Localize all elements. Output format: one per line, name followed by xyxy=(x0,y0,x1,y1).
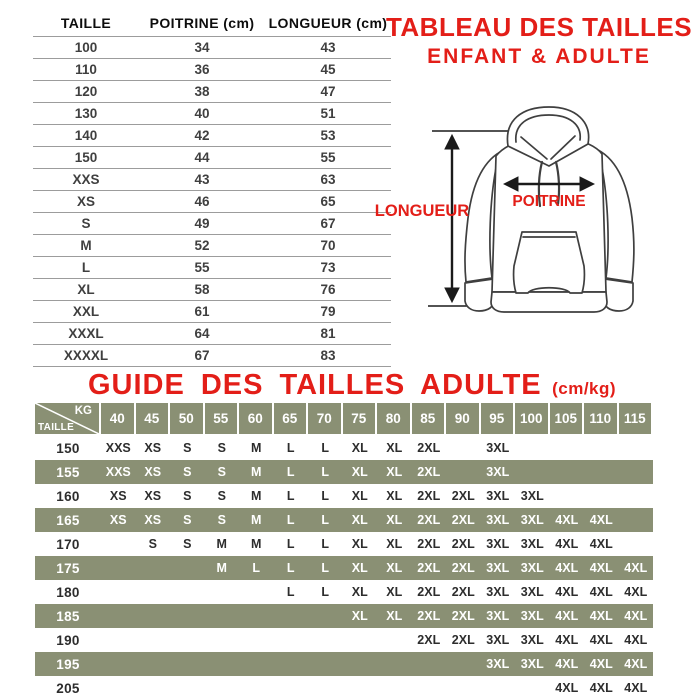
guide-size-cell: XL xyxy=(351,609,368,623)
guide-height-label: 175 xyxy=(56,560,80,576)
guide-size-cell xyxy=(274,604,309,628)
size-table-row xyxy=(33,59,391,81)
guide-size-cell xyxy=(446,676,481,700)
guide-size-cell xyxy=(170,580,205,604)
guide-row xyxy=(35,532,653,556)
guide-size-cell xyxy=(101,628,136,652)
size-table-cell: 55 xyxy=(194,260,210,275)
guide-weight-header-cell: 90 xyxy=(446,403,481,434)
guide-size-cell: 3XL xyxy=(520,657,544,671)
guide-height-label: 165 xyxy=(56,512,80,528)
size-table-cell: 43 xyxy=(194,172,210,187)
guide-weight-header-cell: 95 xyxy=(481,403,516,434)
guide-size-cell: L xyxy=(286,537,295,551)
guide-height-label: 205 xyxy=(56,680,80,696)
guide-size-cell xyxy=(550,484,585,508)
guide-row xyxy=(35,652,653,676)
hoodie-measurement-diagram xyxy=(372,96,672,344)
guide-size-cell xyxy=(308,604,343,628)
page-title xyxy=(383,13,695,69)
guide-size-cell: 2XL xyxy=(451,561,475,575)
size-table-row xyxy=(33,169,391,191)
guide-size-cell: L xyxy=(321,513,330,527)
guide-weight-header-cell: 60 xyxy=(239,403,274,434)
guide-size-cell: 2XL xyxy=(451,633,475,647)
guide-size-cell: S xyxy=(183,441,192,455)
size-table-row xyxy=(33,213,391,235)
guide-size-cell: 3XL xyxy=(520,585,544,599)
guide-header-row xyxy=(35,403,653,434)
size-table-cell: 51 xyxy=(320,106,336,121)
guide-size-cell xyxy=(619,508,654,532)
guide-size-cell xyxy=(274,628,309,652)
size-table-cell: 52 xyxy=(194,238,210,253)
guide-size-cell xyxy=(377,676,412,700)
guide-size-cell: XL xyxy=(386,513,403,527)
size-table-cell: XXS xyxy=(72,172,100,187)
size-table-cell: 63 xyxy=(320,172,336,187)
size-table-cell: 100 xyxy=(74,40,98,55)
guide-weight-header-cell: 40 xyxy=(101,403,136,434)
guide-size-cell xyxy=(377,628,412,652)
guide-size-cell: 4XL xyxy=(589,537,613,551)
guide-size-cell: 3XL xyxy=(486,561,510,575)
guide-height-label: 160 xyxy=(56,488,80,504)
guide-size-cell: XL xyxy=(386,465,403,479)
size-table-row xyxy=(33,81,391,103)
guide-height-label: 150 xyxy=(56,440,80,456)
guide-weight-header-cell: 75 xyxy=(343,403,378,434)
guide-size-cell: XL xyxy=(386,489,403,503)
size-table-cell: 150 xyxy=(74,150,98,165)
guide-size-cell xyxy=(239,604,274,628)
guide-size-cell: 4XL xyxy=(555,681,579,695)
size-table-cell: 47 xyxy=(320,84,336,99)
guide-size-cell: 3XL xyxy=(486,609,510,623)
size-table-header-row xyxy=(33,12,391,37)
guide-size-cell xyxy=(446,436,481,460)
guide-size-cell xyxy=(446,652,481,676)
guide-size-cell: 3XL xyxy=(486,513,510,527)
guide-size-cell: 4XL xyxy=(555,633,579,647)
guide-size-cell: XL xyxy=(386,609,403,623)
guide-height-label: 195 xyxy=(56,656,80,672)
guide-title-unit: (cm/kg) xyxy=(552,379,617,398)
guide-size-cell xyxy=(308,652,343,676)
size-table-row xyxy=(33,147,391,169)
adult-size-guide-table xyxy=(35,403,653,700)
size-table-cell: 55 xyxy=(320,150,336,165)
guide-size-cell xyxy=(515,676,550,700)
guide-height-label: 180 xyxy=(56,584,80,600)
guide-size-cell: XL xyxy=(351,537,368,551)
guide-size-cell: XL xyxy=(351,585,368,599)
size-table-row xyxy=(33,279,391,301)
guide-size-cell xyxy=(239,652,274,676)
size-table-cell: 67 xyxy=(320,216,336,231)
guide-size-cell: 3XL xyxy=(520,561,544,575)
guide-size-cell: 4XL xyxy=(555,513,579,527)
guide-size-cell: 2XL xyxy=(451,537,475,551)
size-table-cell: 58 xyxy=(194,282,210,297)
guide-row xyxy=(35,484,653,508)
size-table-cell: 38 xyxy=(194,84,210,99)
size-table-cell: 83 xyxy=(320,348,336,363)
guide-size-cell xyxy=(343,676,378,700)
guide-height-label: 170 xyxy=(56,536,80,552)
guide-size-cell xyxy=(205,580,240,604)
guide-size-cell: 4XL xyxy=(589,585,613,599)
guide-size-cell: XL xyxy=(386,537,403,551)
guide-size-cell: 3XL xyxy=(486,633,510,647)
guide-row xyxy=(35,628,653,652)
size-table-cell: 67 xyxy=(194,348,210,363)
guide-title xyxy=(28,369,676,402)
size-table-cell: 49 xyxy=(194,216,210,231)
guide-size-cell: XL xyxy=(351,513,368,527)
guide-size-cell xyxy=(170,604,205,628)
guide-size-cell xyxy=(446,460,481,484)
guide-row xyxy=(35,436,653,460)
guide-size-cell: 4XL xyxy=(555,585,579,599)
guide-size-cell xyxy=(136,580,171,604)
guide-size-cell xyxy=(239,580,274,604)
guide-size-cell: M xyxy=(251,441,262,455)
size-table-column-header: POITRINE (cm) xyxy=(149,15,255,31)
guide-row xyxy=(35,580,653,604)
guide-size-cell xyxy=(170,628,205,652)
guide-size-cell xyxy=(343,628,378,652)
guide-title-text: GUIDE DES TAILLES ADULTE xyxy=(87,369,542,401)
guide-size-cell xyxy=(619,532,654,556)
guide-size-cell: 3XL xyxy=(486,657,510,671)
guide-size-cell: 4XL xyxy=(589,609,613,623)
guide-size-cell: L xyxy=(286,489,295,503)
guide-size-cell xyxy=(101,532,136,556)
guide-weight-header-cell: 55 xyxy=(205,403,240,434)
size-table-row xyxy=(33,323,391,345)
guide-size-cell: S xyxy=(183,489,192,503)
guide-row xyxy=(35,604,653,628)
size-table-cell: 70 xyxy=(320,238,336,253)
guide-size-cell: 4XL xyxy=(555,561,579,575)
guide-row xyxy=(35,460,653,484)
size-table-column-header: TAILLE xyxy=(60,15,112,31)
guide-size-cell: 4XL xyxy=(624,585,648,599)
guide-size-cell: 2XL xyxy=(417,489,441,503)
size-table-cell: 110 xyxy=(75,62,97,77)
size-table-cell: S xyxy=(81,216,91,231)
guide-size-cell xyxy=(136,652,171,676)
size-table-cell: 76 xyxy=(320,282,336,297)
guide-size-cell xyxy=(584,436,619,460)
guide-weight-header-cell: 105 xyxy=(550,403,585,434)
size-table-cell: L xyxy=(81,260,91,275)
guide-height-label: 190 xyxy=(56,632,80,648)
size-table-cell: 64 xyxy=(194,326,210,341)
guide-size-cell: 4XL xyxy=(555,657,579,671)
guide-weight-header-cell: 70 xyxy=(308,403,343,434)
guide-row xyxy=(35,508,653,532)
guide-size-cell: L xyxy=(252,561,261,575)
guide-size-cell: 2XL xyxy=(451,585,475,599)
chest-label: POITRINE xyxy=(512,193,586,210)
size-table-cell: XXL xyxy=(72,304,100,319)
guide-size-cell: L xyxy=(286,585,295,599)
size-table-cell: 81 xyxy=(320,326,336,341)
guide-size-cell: M xyxy=(216,537,227,551)
guide-size-cell xyxy=(101,652,136,676)
guide-size-cell: 2XL xyxy=(417,585,441,599)
guide-size-cell: M xyxy=(251,537,262,551)
guide-size-cell: XS xyxy=(109,513,127,527)
guide-size-cell: XS xyxy=(144,441,162,455)
guide-size-cell xyxy=(274,652,309,676)
guide-size-cell: XL xyxy=(386,561,403,575)
guide-weight-header-cell: 50 xyxy=(170,403,205,434)
guide-size-cell xyxy=(619,460,654,484)
guide-size-cell xyxy=(619,484,654,508)
guide-size-cell xyxy=(101,556,136,580)
size-table-cell: 79 xyxy=(320,304,336,319)
guide-size-cell: 4XL xyxy=(624,681,648,695)
guide-size-cell: L xyxy=(286,465,295,479)
guide-size-cell: L xyxy=(286,441,295,455)
guide-weight-header-cell: 65 xyxy=(274,403,309,434)
guide-size-cell xyxy=(170,676,205,700)
guide-size-cell: 2XL xyxy=(451,609,475,623)
guide-size-cell xyxy=(343,652,378,676)
page-title-line2: ENFANT & ADULTE xyxy=(427,44,651,68)
size-table-row xyxy=(33,235,391,257)
size-table-cell: XL xyxy=(77,282,95,297)
guide-size-cell: 2XL xyxy=(417,561,441,575)
guide-size-cell xyxy=(584,460,619,484)
guide-weight-header-cell: 110 xyxy=(584,403,619,434)
guide-size-cell: S xyxy=(217,441,226,455)
guide-size-cell: 2XL xyxy=(417,633,441,647)
size-table-cell: 44 xyxy=(194,150,210,165)
guide-size-cell xyxy=(550,436,585,460)
size-table-cell: 40 xyxy=(194,106,210,121)
size-table-cell: 46 xyxy=(194,194,210,209)
guide-size-cell: L xyxy=(321,585,330,599)
guide-size-cell xyxy=(308,628,343,652)
guide-body xyxy=(35,436,653,700)
size-table-row xyxy=(33,301,391,323)
size-table-cell: 45 xyxy=(320,62,336,77)
guide-size-cell: XS xyxy=(144,465,162,479)
size-table-cell: 42 xyxy=(194,128,210,143)
size-table-cell: 73 xyxy=(320,260,336,275)
size-table-cell: 43 xyxy=(320,40,336,55)
guide-row xyxy=(35,676,653,700)
guide-size-cell xyxy=(136,556,171,580)
guide-size-cell xyxy=(170,556,205,580)
guide-size-cell: 3XL xyxy=(520,537,544,551)
guide-height-label: 155 xyxy=(56,464,80,480)
guide-size-cell: XXS xyxy=(105,441,131,455)
size-table-cell: 36 xyxy=(194,62,210,77)
guide-size-cell: 3XL xyxy=(520,513,544,527)
guide-weight-header-cell: 85 xyxy=(412,403,447,434)
guide-size-cell: XS xyxy=(109,489,127,503)
guide-size-cell: XL xyxy=(351,561,368,575)
guide-size-cell: M xyxy=(251,465,262,479)
size-table-cell: XXXXL xyxy=(63,348,109,363)
size-table-cell: XS xyxy=(76,194,95,209)
guide-size-cell: L xyxy=(286,513,295,527)
guide-row xyxy=(35,556,653,580)
guide-size-cell xyxy=(205,628,240,652)
guide-size-cell: L xyxy=(321,441,330,455)
guide-size-cell xyxy=(619,436,654,460)
guide-size-cell xyxy=(515,436,550,460)
guide-size-cell: 2XL xyxy=(451,489,475,503)
guide-size-cell xyxy=(136,676,171,700)
guide-size-cell: 3XL xyxy=(520,633,544,647)
guide-size-cell: 3XL xyxy=(486,465,510,479)
guide-size-cell xyxy=(515,460,550,484)
guide-size-cell: 4XL xyxy=(624,657,648,671)
guide-size-cell: S xyxy=(183,465,192,479)
guide-size-cell xyxy=(205,676,240,700)
guide-size-cell xyxy=(239,628,274,652)
size-table-row xyxy=(33,257,391,279)
guide-size-cell: 4XL xyxy=(589,681,613,695)
size-table-cell: M xyxy=(80,238,92,253)
guide-size-cell xyxy=(481,676,516,700)
guide-size-cell: 4XL xyxy=(624,633,648,647)
length-label: LONGUEUR xyxy=(374,202,470,220)
guide-size-cell: XS xyxy=(144,489,162,503)
guide-size-cell: S xyxy=(217,465,226,479)
guide-size-cell: S xyxy=(148,537,157,551)
guide-size-cell: 3XL xyxy=(486,441,510,455)
guide-size-cell: 3XL xyxy=(520,609,544,623)
guide-size-cell xyxy=(101,580,136,604)
guide-size-cell: 4XL xyxy=(589,633,613,647)
guide-size-cell: XL xyxy=(386,441,403,455)
guide-size-cell: S xyxy=(217,513,226,527)
guide-size-cell: XXS xyxy=(105,465,131,479)
guide-size-cell: 4XL xyxy=(589,561,613,575)
guide-size-cell xyxy=(584,484,619,508)
guide-size-cell: 3XL xyxy=(486,537,510,551)
corner-taille-label: TAILLE xyxy=(38,422,75,433)
guide-size-cell xyxy=(205,604,240,628)
guide-size-cell xyxy=(239,676,274,700)
guide-weight-header-cell: 115 xyxy=(619,403,654,434)
size-table-row xyxy=(33,125,391,147)
guide-size-cell xyxy=(308,676,343,700)
size-table-cell: 34 xyxy=(194,40,210,55)
size-table-cell: XXXL xyxy=(68,326,104,341)
guide-size-cell: 2XL xyxy=(417,537,441,551)
guide-size-cell: 2XL xyxy=(417,513,441,527)
guide-weight-header-cell: 100 xyxy=(515,403,550,434)
hoodie-illustration xyxy=(372,96,672,344)
guide-size-cell xyxy=(136,628,171,652)
guide-size-cell: 2XL xyxy=(451,513,475,527)
guide-size-cell: XL xyxy=(351,465,368,479)
guide-size-cell: XL xyxy=(351,441,368,455)
guide-size-cell: L xyxy=(321,537,330,551)
guide-size-cell: XL xyxy=(351,489,368,503)
size-table-row xyxy=(33,37,391,59)
guide-height-label: 185 xyxy=(56,608,80,624)
guide-weight-header-cell: 80 xyxy=(377,403,412,434)
guide-size-cell: 4XL xyxy=(589,513,613,527)
guide-size-cell: XL xyxy=(386,585,403,599)
guide-size-cell: 2XL xyxy=(417,465,441,479)
guide-size-cell: 4XL xyxy=(555,537,579,551)
guide-size-cell xyxy=(101,676,136,700)
guide-size-cell: M xyxy=(251,489,262,503)
guide-size-cell: 3XL xyxy=(486,489,510,503)
guide-size-cell xyxy=(412,652,447,676)
guide-size-cell: L xyxy=(321,489,330,503)
guide-size-cell: 4XL xyxy=(589,657,613,671)
page-title-line1: TABLEAU DES TAILLES xyxy=(385,12,693,42)
size-table-cell: 130 xyxy=(74,106,98,121)
guide-size-cell: L xyxy=(321,465,330,479)
guide-size-cell: 3XL xyxy=(520,489,544,503)
size-table-row xyxy=(33,103,391,125)
guide-size-cell: M xyxy=(216,561,227,575)
guide-size-cell: L xyxy=(286,561,295,575)
guide-size-cell xyxy=(170,652,205,676)
guide-size-cell: S xyxy=(183,537,192,551)
corner-kg-label: KG xyxy=(74,405,92,417)
guide-size-cell: S xyxy=(217,489,226,503)
guide-weight-header-cell: 45 xyxy=(136,403,171,434)
size-table-cell: 61 xyxy=(194,304,210,319)
size-table-cell: 140 xyxy=(74,128,98,143)
guide-size-cell xyxy=(412,676,447,700)
guide-size-cell xyxy=(205,652,240,676)
guide-size-cell xyxy=(101,604,136,628)
size-table-column-header: LONGUEUR (cm) xyxy=(268,15,388,31)
guide-size-cell: XS xyxy=(144,513,162,527)
guide-size-cell xyxy=(274,676,309,700)
guide-size-cell: L xyxy=(321,561,330,575)
guide-size-cell xyxy=(136,604,171,628)
guide-size-cell: S xyxy=(183,513,192,527)
size-measurements-table xyxy=(33,12,391,367)
guide-size-cell: 4XL xyxy=(555,609,579,623)
size-table-cell: 120 xyxy=(74,84,98,99)
guide-size-cell: 2XL xyxy=(417,609,441,623)
size-table-cell: 65 xyxy=(320,194,336,209)
guide-size-cell xyxy=(377,652,412,676)
guide-size-cell: M xyxy=(251,513,262,527)
guide-size-cell: 4XL xyxy=(624,561,648,575)
size-table-row xyxy=(33,191,391,213)
guide-size-cell xyxy=(550,460,585,484)
guide-size-cell: 2XL xyxy=(417,441,441,455)
guide-corner-cell xyxy=(35,403,101,434)
size-table-cell: 53 xyxy=(320,128,336,143)
guide-size-cell: 3XL xyxy=(486,585,510,599)
guide-size-cell: 4XL xyxy=(624,609,648,623)
size-table-row xyxy=(33,345,391,367)
